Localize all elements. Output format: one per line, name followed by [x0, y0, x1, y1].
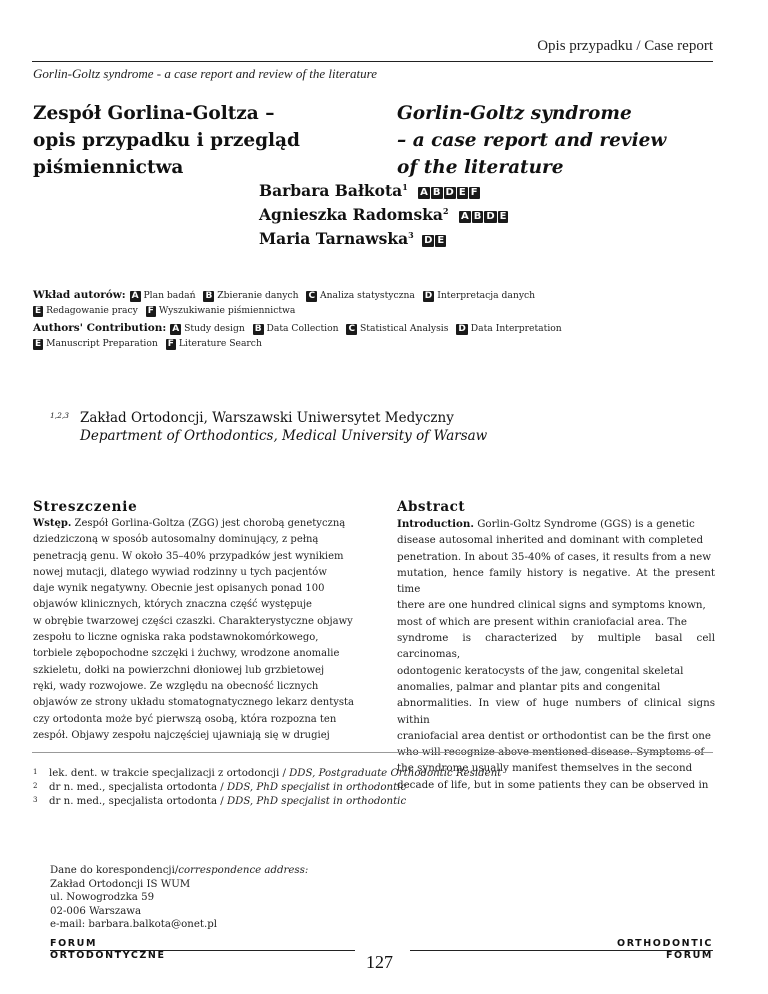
abstract-line: ręki, wady rozwojowe. Ze względu na obecność licznych [33, 680, 319, 692]
correspondence-line: 02-006 Warszawa [50, 905, 142, 917]
role-text: Plan badań [143, 290, 196, 301]
correspondence-block [50, 864, 308, 932]
role-badge: D [445, 187, 454, 199]
footnote-marker: 2 [33, 782, 38, 790]
role-badge: D [486, 211, 495, 223]
affiliation-sup: 1,2,3 [50, 411, 70, 420]
footer-line: ORTHODONTIC [617, 938, 713, 949]
abstract-line: dziedziczoną w sposób autosomalny dominujący, z pełną [33, 534, 319, 546]
author-list [259, 177, 508, 249]
role-badge: D [424, 291, 433, 301]
role-badge: B [432, 187, 441, 199]
abstract-polish [33, 516, 371, 744]
abstract-line: zespół. Objawy zespołu najczęściej ujawniają się w drugiej [33, 729, 330, 741]
abstract-line: syndrome is characterized by multiple basal cell carcinomas, [397, 632, 715, 661]
role-badge: B [205, 291, 213, 301]
role-badge: E [35, 306, 42, 316]
abstract-line: most of which are present within craniofacial area. The [397, 615, 687, 628]
role-badge: D [424, 235, 433, 247]
abstract-line: odontogenic keratocysts of the jaw, congenital skeletal [397, 664, 684, 677]
abstract-line: w obrębie twarzowej części czaszki. Charakterystyczne objawy [33, 615, 353, 627]
section-label: Opis przypadku / Case report [537, 38, 713, 54]
contribution-label: Authors' Contribution: [33, 322, 167, 334]
footnote-english: DDS, Postgraduate Orthodontic Resident [289, 768, 502, 779]
abstract-line: the syndrome usually manifest themselves in the second [397, 762, 693, 775]
abstract-line: craniofacial area dentist or orthodontist can be the first one [397, 729, 712, 742]
role-badge: A [172, 324, 180, 334]
role-text: Wyszukiwanie piśmiennictwa [158, 305, 296, 316]
abstract-line: czy ortodonta może być pierwszą osobą, która rozpozna ten [33, 713, 337, 725]
abstract-line: decade of life, but in some patients they can be observed in [397, 778, 709, 791]
footnote-english: DDS, PhD specjalist in orthodontic [226, 796, 407, 807]
abstract-line: disease autosomal inherited and dominant with completed [397, 534, 704, 547]
abstract-heading-english: Abstract [397, 499, 466, 515]
header-rule [32, 61, 713, 62]
affiliation-polish: Zakład Ortodoncji, Warszawski Uniwersytet Medyczny [80, 410, 454, 426]
abstract-line: nowej mutacji, dlatego wywiad rodzinny u tych pacjentów [33, 566, 327, 578]
correspondence-line: ul. Nowogrodzka 59 [50, 892, 155, 904]
role-badge: D [458, 324, 466, 334]
contribution-legend-english [33, 321, 566, 351]
abstract-line: penetracją genu. W około 35–40% przypadków jest wynikiem [33, 550, 344, 562]
role-badge: F [167, 339, 174, 349]
abstract-line: who will recognize above mentioned disease. Symptoms of [397, 746, 705, 759]
abstract-line: torbiele zębopochodne szczęki i żuchwy, wrodzone anomalie [33, 648, 340, 660]
role-badge: B [254, 324, 262, 334]
abstract-line: szkieletu, dołki na powierzchni dłoniowej lub grzbietowej [33, 664, 325, 676]
abstract-line: there are one hundred clinical signs and symptoms known, [397, 599, 706, 612]
footnote-polish: lek. dent. w trakcie specjalizacji z ortodoncji / [49, 768, 290, 779]
title-english-line: – a case report and review [397, 130, 667, 151]
abstract-line: penetration. In about 35-40% of cases, it results from a new [397, 550, 712, 563]
author-sup: 1 [402, 182, 408, 192]
author-name: Barbara Bałkota [259, 181, 403, 201]
author-sup: 3 [408, 230, 414, 241]
title-polish [33, 100, 300, 181]
abstract-line: Introduction. Gorlin-Goltz Syndrome (GGS) is a genetic [397, 518, 695, 530]
role-text: Redagowanie pracy [46, 305, 138, 316]
role-badge: B [473, 211, 482, 223]
role-badge: F [147, 306, 154, 316]
role-text: Data Interpretation [470, 323, 562, 334]
role-text: Analiza statystyczna [319, 290, 415, 301]
footer-line: ORTODONTYCZNE [50, 950, 166, 961]
correspondence-line: Zakład Ortodoncji IS WUM [50, 878, 191, 890]
page-number: 127 [366, 952, 393, 972]
title-polish-line: Zespół Gorlina-Goltza – [33, 103, 275, 124]
abstract-heading-polish: Streszczenie [33, 499, 138, 515]
role-text: Zbieranie danych [217, 290, 299, 301]
title-english-line: of the literature [397, 157, 564, 178]
role-badge: E [458, 187, 466, 199]
running-title: Gorlin-Goltz syndrome - a case report and review of the literature [33, 66, 377, 81]
author-sup: 2 [442, 206, 449, 217]
role-badge: F [470, 187, 478, 199]
correspondence-label: Dane do korespondencji/ [50, 865, 179, 876]
role-badge: C [348, 324, 356, 334]
author-3 [259, 225, 508, 249]
role-text: Manuscript Preparation [46, 338, 158, 349]
role-badge: A [131, 291, 139, 301]
abstract-line: zespołu to liczne ogniska raka podstawnokomórkowego, [33, 632, 319, 644]
footer-journal-english [617, 938, 713, 962]
footnote-english: DDS, PhD specjalist in orthodontic [226, 782, 407, 793]
author-2 [259, 201, 508, 225]
title-english-line: Gorlin-Goltz syndrome [397, 103, 632, 124]
role-badge: E [499, 211, 507, 223]
correspondence-line: e-mail: barbara.balkota@onet.pl [50, 919, 217, 931]
footnote-marker: 3 [33, 796, 38, 804]
abstract-line: abnormalities. In view of huge numbers of clinical signs within [397, 697, 715, 726]
footnote-polish: dr n. med., specjalista ortodonta / [49, 796, 227, 807]
abstract-line: anomalies, palmar and plantar pits and congenital [397, 680, 661, 693]
footnote-marker: 1 [33, 768, 38, 776]
abstract-lead: Wstęp. [33, 518, 72, 529]
role-badge: A [420, 187, 428, 199]
author-name: Agnieszka Radomska [259, 205, 443, 225]
role-text: Literature Search [178, 338, 262, 349]
author-1 [259, 177, 508, 201]
title-polish-line: opis przypadku i przegląd [33, 130, 300, 151]
role-badge: A [460, 211, 469, 223]
title-english [397, 100, 666, 181]
footnote-rule [32, 752, 713, 753]
role-badge: C [308, 291, 316, 301]
author-name: Maria Tarnawska [259, 229, 409, 249]
abstract-line: daje wynik negatywny. Obecnie jest opisanych ponad 100 [33, 583, 325, 595]
role-badge: E [437, 235, 445, 247]
title-polish-line: piśmiennictwa [33, 157, 184, 178]
role-badge: E [35, 339, 42, 349]
contribution-legend-polish [33, 288, 539, 318]
footer-line: FORUM [50, 938, 98, 949]
abstract-line: Wstęp. Zespół Gorlina-Goltza (ZGG) jest chorobą genetyczną [33, 518, 346, 529]
role-text: Data Collection [266, 323, 339, 334]
role-text: Study design [184, 323, 245, 334]
abstract-line: objawów ze strony układu stomatognatycznego lekarz dentysta [33, 697, 354, 709]
abstract-line: objawów klinicznych, których znaczna część występuje [33, 599, 312, 611]
footer-rule-left [50, 950, 355, 951]
abstract-lead: Introduction. [397, 518, 474, 530]
correspondence-label-english: correspondence address: [178, 865, 309, 876]
contribution-label: Wkład autorów: [33, 289, 126, 301]
footnote-polish: dr n. med., specjalista ortodonta / [49, 782, 227, 793]
footer-line: FORUM [665, 950, 713, 961]
role-text: Statistical Analysis [359, 323, 449, 334]
affiliation-english: Department of Orthodontics, Medical University of Warsaw [80, 428, 488, 444]
abstract-line: mutation, hence family history is negative. At the present time [397, 566, 715, 596]
role-text: Interpretacja danych [437, 290, 536, 301]
